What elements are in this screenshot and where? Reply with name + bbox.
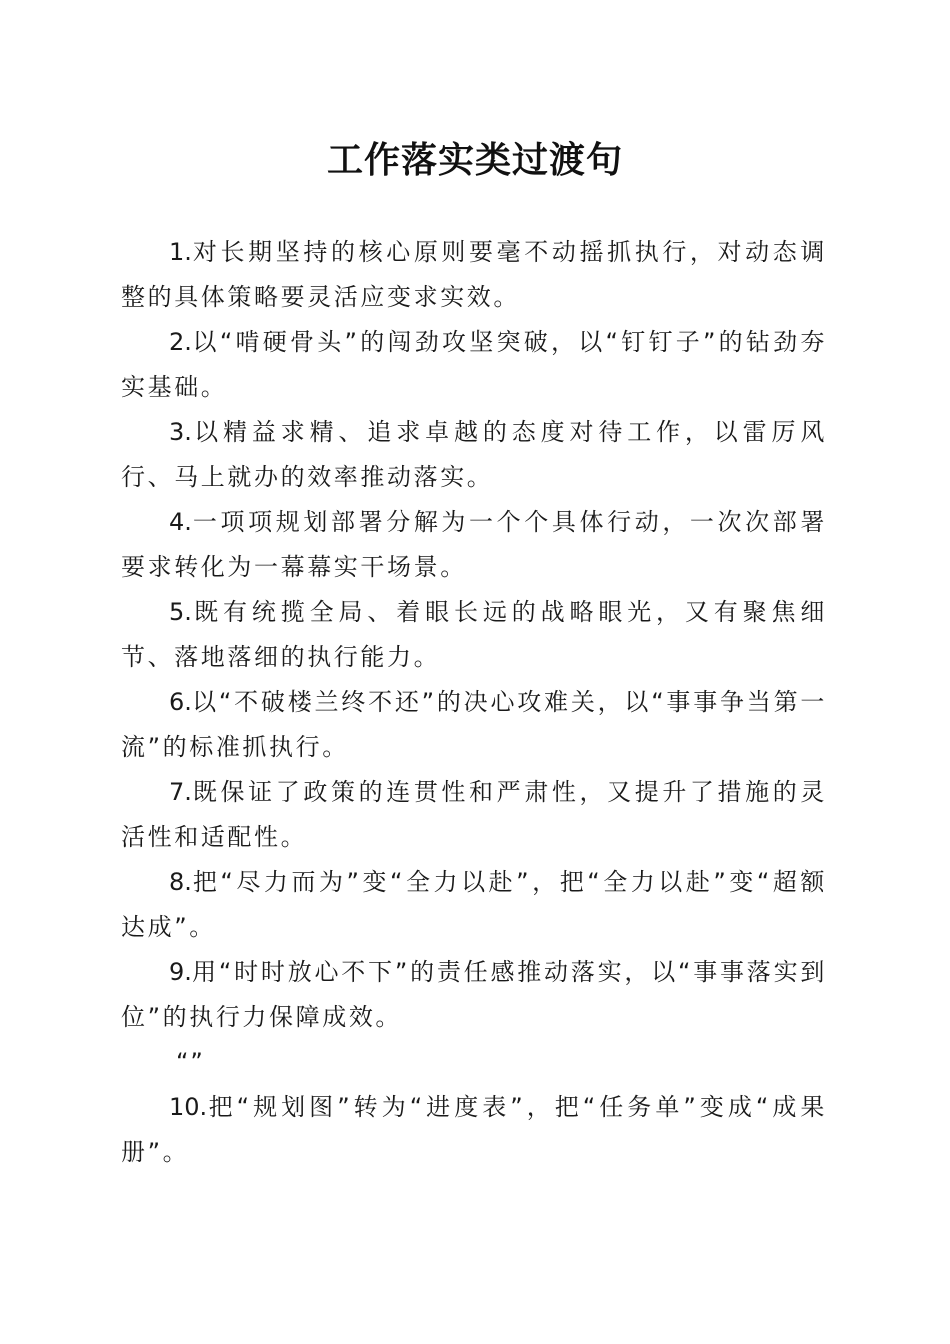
item-number: 5. (169, 598, 192, 626)
item-text: 一项项规划部署分解为一个个具体行动，一次次部署要求转化为一幕幕实干场景。 (121, 508, 827, 581)
item-text: 以“啃硬骨头”的闯劲攻坚突破，以“钉钉子”的钻劲夯实基础。 (121, 328, 827, 401)
list-item (121, 230, 827, 320)
document-title: 工作落实类过渡句 (326, 139, 623, 181)
item-text: 以精益求精、追求卓越的态度对待工作，以雷厉风行、马上就办的效率推动落实。 (121, 418, 827, 491)
item-text: 既有统揽全局、着眼长远的战略眼光，又有聚焦细节、落地落细的执行能力。 (121, 598, 827, 671)
list-item (121, 320, 827, 410)
list-item (121, 410, 827, 500)
list-item (121, 950, 827, 1040)
item-number: 9. (169, 958, 192, 986)
list-item (121, 770, 827, 860)
item-text: 把“规划图”转为“进度表”，把“任务单”变成“成果册”。 (121, 1093, 827, 1166)
list-item (121, 500, 827, 590)
item-number: 2. (169, 328, 192, 356)
item-number: 8. (169, 868, 192, 896)
list-item (121, 590, 827, 680)
list-item (121, 860, 827, 950)
stray-quotes: “” (176, 1048, 205, 1076)
item-number: 4. (169, 508, 192, 536)
item-text: 用“时时放心不下”的责任感推动落实，以“事事落实到位”的执行力保障成效。 (121, 958, 827, 1031)
item-number: 7. (169, 778, 192, 806)
item-text: 既保证了政策的连贯性和严肃性，又提升了措施的灵活性和适配性。 (121, 778, 827, 851)
list-item (121, 680, 827, 770)
item-number: 6. (169, 688, 192, 716)
item-number: 1. (169, 238, 192, 266)
item-text: 把“尽力而为”变“全力以赴”，把“全力以赴”变“超额达成”。 (121, 868, 827, 941)
document-body (121, 230, 827, 1175)
item-number: 10. (169, 1093, 208, 1121)
list-item (121, 1085, 827, 1175)
item-text: 以“不破楼兰终不还”的决心攻难关，以“事事争当第一流”的标准抓执行。 (121, 688, 827, 761)
item-number: 3. (169, 418, 192, 446)
item-text: 对长期坚持的核心原则要毫不动摇抓执行，对动态调整的具体策略要灵活应变求实效。 (121, 238, 827, 311)
